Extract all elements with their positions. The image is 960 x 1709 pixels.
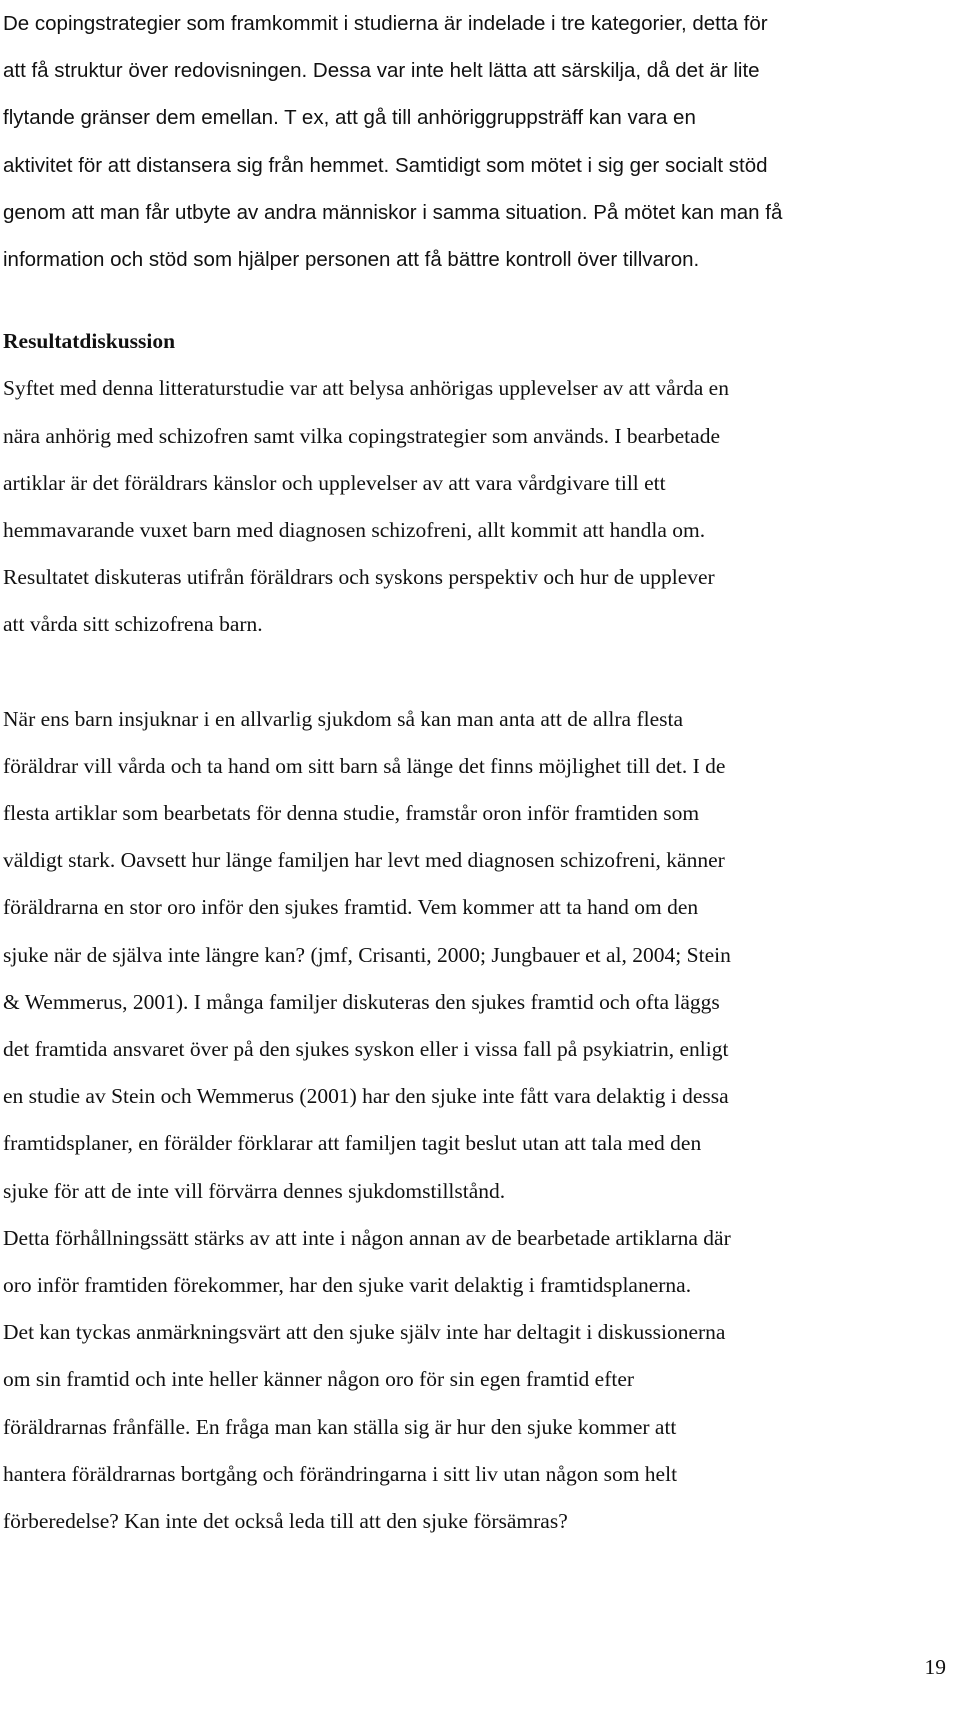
section-heading: Resultatdiskussion	[3, 329, 176, 354]
paragraph-copingstrategier	[3, 0, 953, 283]
text-line: att vårda sitt schizofrena barn.	[3, 612, 263, 637]
text-line: & Wemmerus, 2001). I många familjer diskuteras den sjukes framtid och ofta läggs	[3, 989, 720, 1014]
text-line: De copingstrategier som framkommit i studierna är indelade i tre kategorier, detta för	[3, 12, 768, 35]
text-line: hantera föräldrarnas bortgång och förändringarna i sitt liv utan någon som helt	[3, 1461, 678, 1486]
paragraph-anmarkningsvart	[3, 1309, 953, 1545]
text-line: information och stöd som hjälper personen att få bättre kontroll över tillvaron.	[3, 248, 700, 272]
paragraph-nar-ens-barn	[3, 696, 953, 1215]
text-line: aktivitet för att distansera sig från hemmet. Samtidigt som mötet i sig ger socialt stöd	[3, 153, 768, 177]
text-line: föräldrarnas frånfälle. En fråga man kan ställa sig är hur den sjuke kommer att	[3, 1414, 677, 1439]
text-line: sjuke när de själva inte längre kan? (jmf, Crisanti, 2000; Jungbauer et al, 2004; Stein	[3, 942, 731, 967]
text-line: oro inför framtiden förekommer, har den sjuke varit delaktig i framtidsplanerna.	[3, 1273, 692, 1298]
text-line: Det kan tyckas anmärkningsvärt att den sjuke själv inte har deltagit i diskussionerna	[3, 1320, 726, 1345]
text-line: genom att man får utbyte av andra människor i samma situation. På mötet kan man få	[3, 200, 783, 224]
text-line: När ens barn insjuknar i en allvarlig sjukdom så kan man anta att de allra flesta	[3, 706, 684, 731]
text-line: nära anhörig med schizofren samt vilka copingstrategier som används. I bearbetade	[3, 423, 720, 448]
text-line: hemmavarande vuxet barn med diagnosen schizofreni, allt kommit att handla om.	[3, 518, 706, 543]
text-line: det framtida ansvaret över på den sjukes syskon eller i vissa fall på psykiatrin, enligt	[3, 1037, 729, 1062]
text-line: föräldrar vill vårda och ta hand om sitt barn så länge det finns möjlighet till det. I de	[3, 753, 726, 778]
text-line: att få struktur över redovisningen. Dessa var inte helt lätta att särskilja, då det är lite	[3, 59, 760, 83]
text-line: Resultatet diskuteras utifrån föräldrars och syskons perspektiv och hur de upplever	[3, 565, 715, 590]
text-line: sjuke för att de inte vill förvärra dennes sjukdomstillstånd.	[3, 1178, 506, 1203]
text-line: en studie av Stein och Wemmerus (2001) har den sjuke inte fått vara delaktig i dessa	[3, 1084, 729, 1109]
paragraph-forhallningssatt	[3, 1215, 953, 1309]
text-line: Detta förhållningssätt stärks av att inte i någon annan av de bearbetade artiklarna där	[3, 1225, 731, 1250]
page-number: 19	[924, 1655, 946, 1679]
text-line: föräldrarna en stor oro inför den sjukes framtid. Vem kommer att ta hand om den	[3, 895, 699, 920]
text-line: flytande gränser dem emellan. T ex, att gå till anhöriggruppsträff kan vara en	[3, 106, 696, 130]
text-line: väldigt stark. Oavsett hur länge familjen har levt med diagnosen schizofreni, känner	[3, 848, 725, 873]
text-line: artiklar är det föräldrars känslor och upplevelser av att vara vårdgivare till ett	[3, 470, 666, 495]
page-content	[3, 0, 953, 1545]
text-line: om sin framtid och inte heller känner någon oro för sin egen framtid efter	[3, 1367, 635, 1392]
text-line: förberedelse? Kan inte det också leda till att den sjuke försämras?	[3, 1509, 568, 1534]
text-line: framtidsplaner, en förälder förklarar att familjen tagit beslut utan att tala med den	[3, 1131, 702, 1156]
paragraph-syftet	[3, 365, 953, 648]
text-line: flesta artiklar som bearbetats för denna studie, framstår oron inför framtiden som	[3, 801, 700, 826]
text-line: Syftet med denna litteraturstudie var att belysa anhörigas upplevelser av att vårda en	[3, 376, 729, 401]
